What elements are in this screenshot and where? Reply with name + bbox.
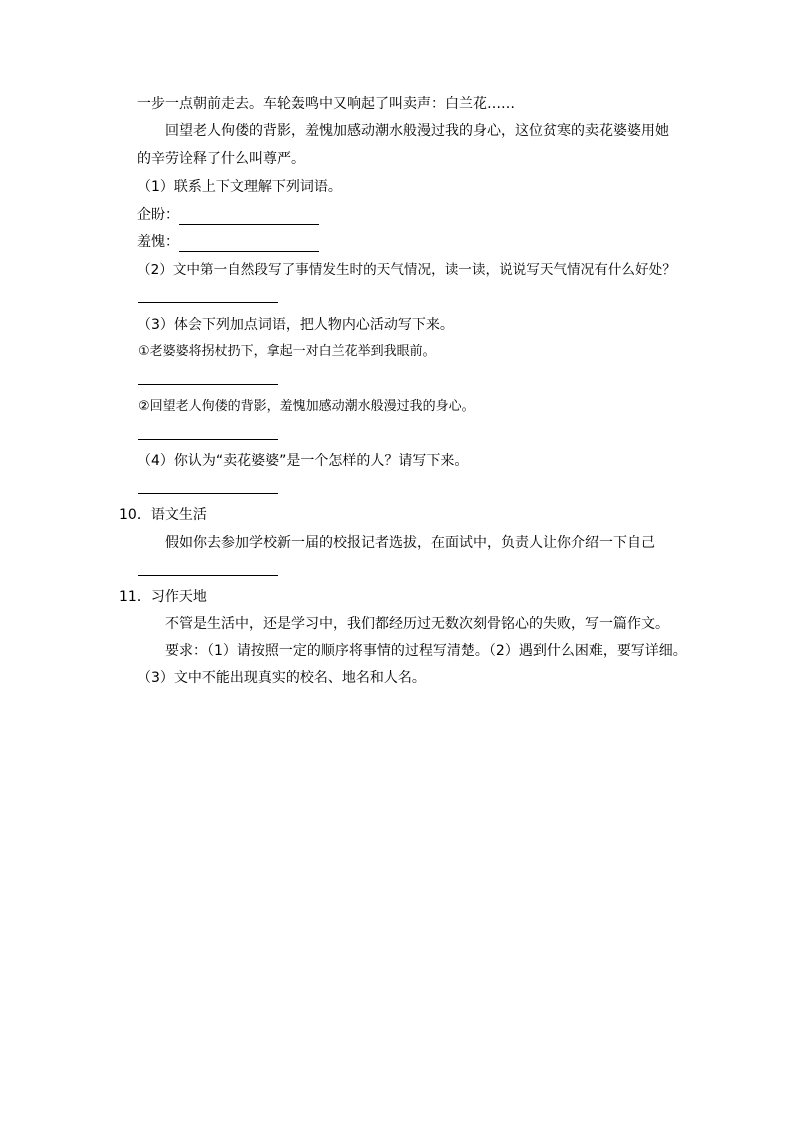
section-10-title: 10．语文生活 [119, 507, 207, 523]
question-3-prompt: （3）体会下列加点词语，把人物内心活动写下来。 [137, 317, 454, 333]
question-2-prompt: （2）文中第一自然段写了事情发生时的天气情况，读一读，说说写天气情况有什么好处？ [137, 262, 676, 278]
question-3-item-1: ①老婆婆将拐杖扔下，拿起一对白兰花举到我眼前。 [138, 344, 436, 359]
section-11-requirements-1: 要求：（1）请按照一定的顺序将事情的过程写清楚。（2）遇到什么困难，要写详细。 [165, 643, 687, 659]
question-3-item-2-answer-blank[interactable] [138, 438, 278, 440]
question-3-item-1-answer-blank[interactable] [138, 383, 278, 385]
question-4-answer-blank[interactable] [138, 492, 278, 494]
word1-answer-blank[interactable] [179, 210, 319, 225]
word2-label: 羞愧： [137, 234, 179, 250]
question-1-word2-row [137, 232, 319, 252]
passage-line-1: 一步一点朝前走去。车轮轰鸣中又响起了叫卖声：白兰花…… [137, 96, 515, 112]
word1-label: 企盼： [137, 207, 179, 223]
section-10-answer-blank[interactable] [138, 574, 278, 576]
passage-line-2: 回望老人佝偻的背影，羞愧加感动潮水般漫过我的身心，这位贫寒的卖花婆婆用她 [165, 123, 669, 139]
section-11-line-1: 不管是生活中，还是学习中，我们都经历过无数次刻骨铭心的失败，写一篇作文。 [165, 616, 669, 632]
section-11-title: 11．习作天地 [119, 589, 207, 605]
question-1-word1-row [137, 205, 319, 225]
word2-answer-blank[interactable] [179, 237, 319, 252]
section-10-text: 假如你去参加学校新一届的校报记者选拔，在面试中，负责人让你介绍一下自己 [165, 535, 655, 551]
question-4-prompt: （4）你认为“卖花婆婆”是一个怎样的人？请写下来。 [137, 453, 469, 469]
question-2-answer-blank[interactable] [138, 301, 278, 303]
question-1-prompt: （1）联系上下文理解下列词语。 [137, 179, 342, 195]
section-11-requirements-2: （3）文中不能出现真实的校名、地名和人名。 [137, 670, 426, 686]
question-3-item-2: ②回望老人佝偻的背影，羞愧加感动潮水般漫过我的身心。 [138, 399, 475, 414]
passage-line-3: 的辛劳诠释了什么叫尊严。 [137, 151, 305, 167]
